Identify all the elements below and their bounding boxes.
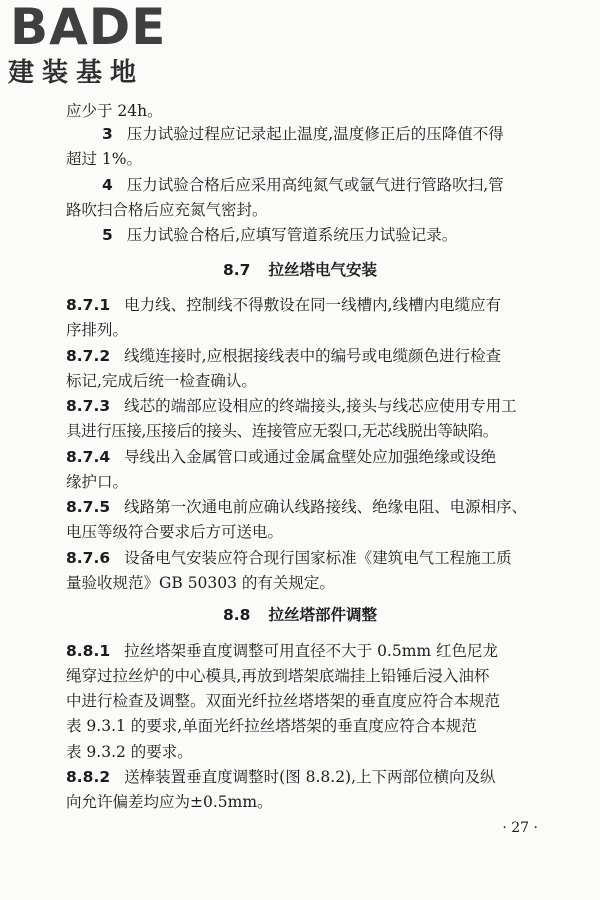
page-number: · 27 · [502,820,538,836]
text-line: 表 9.3.2 的要求。 [66,743,193,761]
clause-8-7-1 [66,294,501,316]
item-number: 3 [102,125,113,143]
text-line: 缘护口。 [66,473,129,491]
clause-number: 8.8.2 [66,768,111,786]
text-line: 绳穿过拉丝炉的中心模具,再放到塔架底端挂上铅锤后浸入油杯 [66,667,490,685]
text-line: 中进行检查及调整。双面光纤拉丝塔塔架的垂直度应符合本规范 [66,692,501,710]
section-heading-8-7 [0,259,600,281]
section-number: 8.8 [223,606,251,624]
section-heading-8-8 [0,604,600,626]
text-line: 标记,完成后统一检查确认。 [66,372,257,390]
text-line: 电压等级符合要求后方可送电。 [66,523,284,541]
text-line: 超过 1%。 [66,150,143,168]
clause-text: 拉丝塔架垂直度调整可用直径不大于 0.5mm 红色尼龙 [124,642,499,660]
list-item [102,174,504,196]
clause-number: 8.7.4 [66,448,111,466]
list-item [102,123,504,145]
clause-number: 8.7.2 [66,347,111,365]
section-title: 拉丝塔电气安装 [268,261,377,279]
item-text: 压力试验合格后,应填写管道系统压力试验记录。 [126,226,458,244]
text-line: 向允许偏差均应为±0.5mm。 [66,793,273,811]
text-line: 路吹扫合格后应充氮气密封。 [66,201,268,219]
clause-8-8-2 [66,766,496,788]
clause-text: 线芯的端部应设相应的终端接头,接头与线芯应使用专用工 [124,397,517,415]
clause-text: 设备电气安装应符合现行国家标准《建筑电气工程施工质 [124,549,512,567]
item-text: 压力试验过程应记录起止温度,温度修正后的压降值不得 [126,125,504,143]
clause-number: 8.8.1 [66,642,111,660]
clause-text: 送棒装置垂直度调整时(图 8.8.2),上下两部位横向及纵 [124,768,496,786]
item-text: 压力试验合格后应采用高纯氮气或氩气进行管路吹扫,管 [126,176,504,194]
item-number: 5 [102,226,113,244]
list-item [102,224,457,246]
text-line: 序排列。 [66,321,129,339]
clause-number: 8.7.5 [66,498,111,516]
clause-8-7-4 [66,446,496,468]
text-line: 表 9.3.1 的要求,单面光纤拉丝塔塔架的垂直度应符合本规范 [66,717,477,735]
clause-text: 线路第一次通电前应确认线路接线、绝缘电阻、电源相序、 [124,498,528,516]
section-number: 8.7 [223,261,251,279]
clause-8-7-2 [66,345,501,367]
logo-subtitle: 建装基地 [8,58,145,88]
clause-8-7-6 [66,547,512,569]
clause-number: 8.7.6 [66,549,111,567]
clause-text: 导线出入金属管口或通过金属盒壁处应加强绝缘或设绝 [124,448,497,466]
clause-8-7-5 [66,496,527,518]
clause-text: 线缆连接时,应根据接线表中的编号或电缆颜色进行检查 [124,347,502,365]
clause-8-8-1 [66,640,498,662]
clause-8-7-3 [66,395,517,417]
section-title: 拉丝塔部件调整 [268,606,377,624]
clause-text: 电力线、控制线不得敷设在同一线槽内,线槽内电缆应有 [124,296,502,314]
text-line: 量验收规范》GB 50303 的有关规定。 [66,574,335,592]
logo-wordmark: BADE [10,0,167,56]
clause-number: 8.7.1 [66,296,111,314]
clause-number: 8.7.3 [66,397,111,415]
text-line: 应少于 24h。 [66,102,163,120]
item-number: 4 [102,176,113,194]
text-line: 具进行压接,压接后的接头、连接管应无裂口,无芯线脱出等缺陷。 [66,422,498,440]
logo [6,0,176,92]
